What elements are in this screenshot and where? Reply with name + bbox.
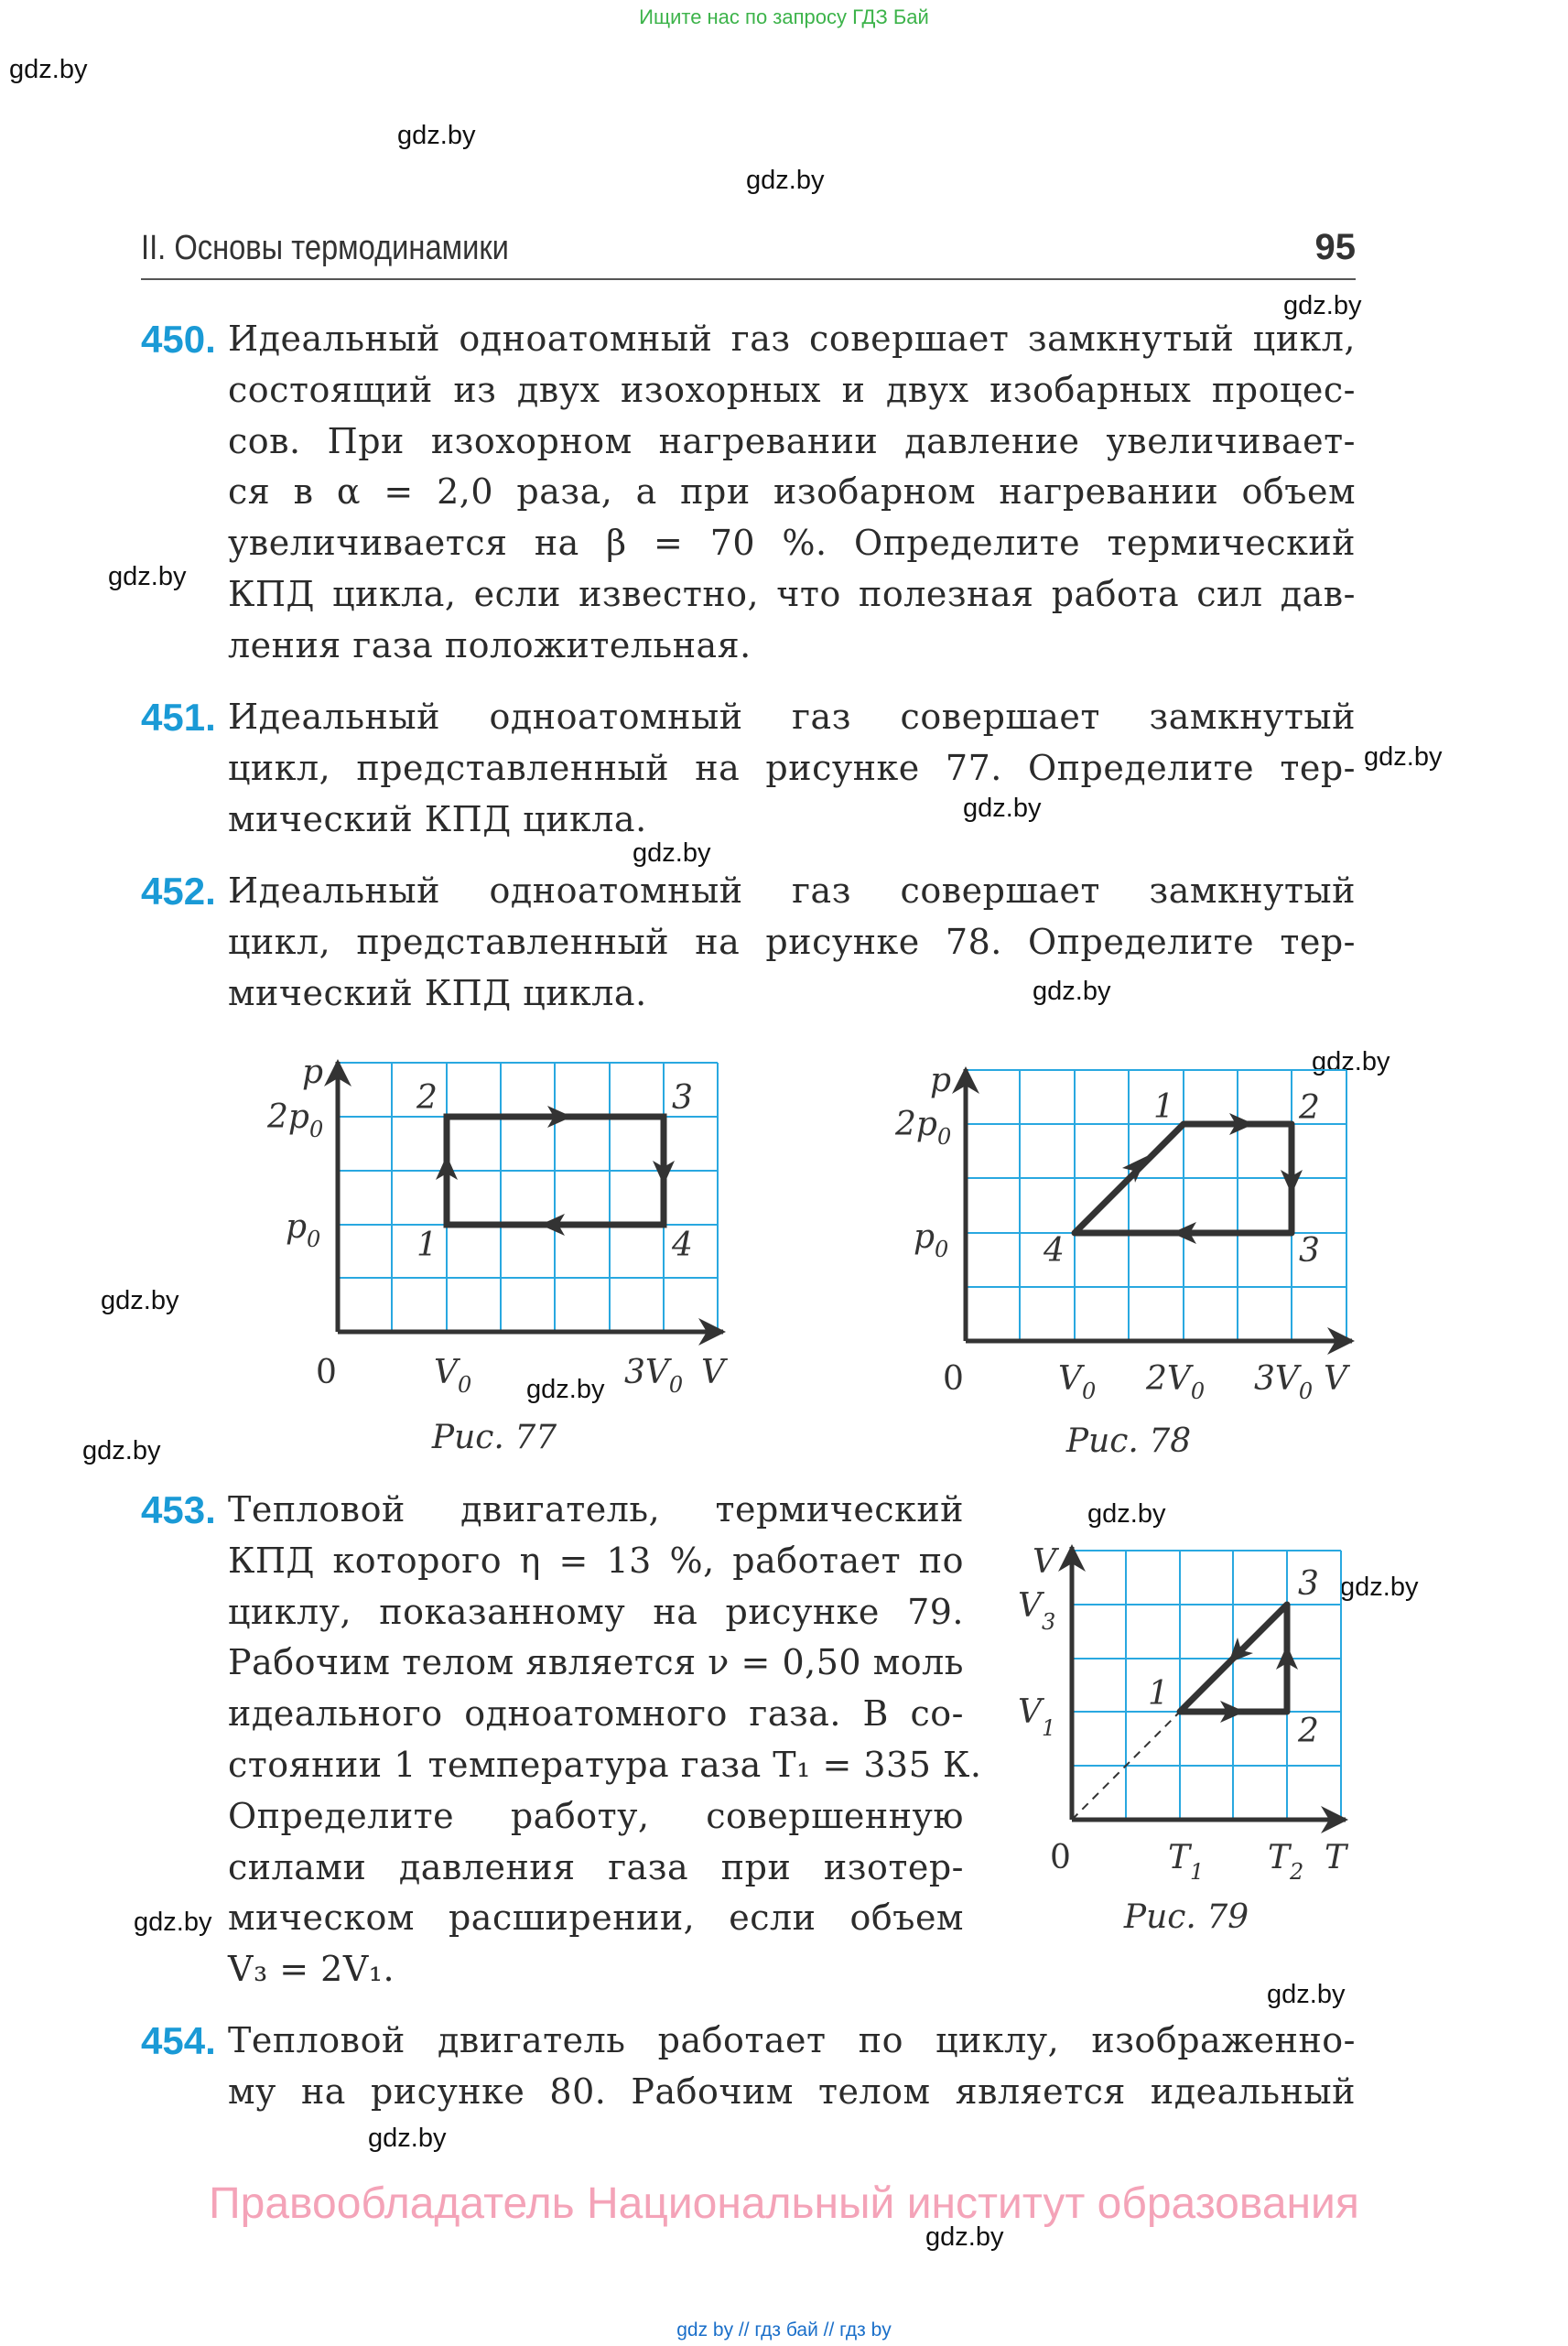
text-line: мический КПД цикла.	[228, 798, 647, 839]
x-tick-label: $3V_0$	[624, 1354, 684, 1398]
point-label: 2	[1298, 1713, 1319, 1750]
x-tick-label: $3V_0$	[1254, 1360, 1314, 1404]
problem-number: 454.	[141, 2019, 216, 2062]
text-line: Определите работу, совершенную	[228, 1795, 964, 1836]
text-line: му на рисунке 80. Рабочим телом является идеальный	[228, 2070, 1356, 2112]
watermark: gdz.by	[368, 2124, 447, 2153]
text-line: КПД цикла, если известно, что полезная работа сил дав-	[228, 573, 1356, 614]
text-line: увеличивается на β = 70 %. Определите термический	[228, 523, 1356, 564]
text-line: сов. При изохорном нагревании давление увеличивает-	[228, 420, 1356, 461]
copyright-notice: Правообладатель Национальный институт образования	[209, 2179, 1359, 2228]
watermark: gdz.by	[1283, 291, 1362, 320]
y-tick-label: $2p_0$	[895, 1106, 952, 1150]
x-tick-label: $2V_0$	[1146, 1360, 1206, 1404]
point-label: 1	[1148, 1675, 1169, 1713]
x-tick-label: $T_2$	[1268, 1839, 1304, 1885]
watermark: gdz.by	[1033, 977, 1111, 1006]
text-line: силами давления газа при изотер-	[228, 1846, 964, 1887]
y-axis-label: p	[302, 1054, 324, 1091]
point-label: 3	[672, 1079, 693, 1117]
watermark: gdz.by	[1087, 1499, 1166, 1529]
watermark: gdz.by	[108, 562, 187, 591]
text-line: Идеальный одноатомный газ совершает замкнутый цикл,	[228, 319, 1356, 359]
watermark: gdz.by	[746, 166, 825, 195]
y-tick-label: $V_3$	[1018, 1587, 1056, 1635]
text-line: стоянии 1 температура газа T₁ = 335 К.	[228, 1744, 982, 1785]
watermark: gdz.by	[1267, 1980, 1346, 2009]
problem-number: 451.	[141, 696, 216, 739]
watermark: gdz.by	[526, 1375, 605, 1404]
point-label: 1	[416, 1227, 438, 1264]
point-label: 1	[1153, 1088, 1174, 1126]
origin-label: 0	[943, 1360, 964, 1398]
x-axis-label: T	[1325, 1839, 1347, 1876]
text-line: ся в α = 2,0 раза, а при изобарном нагревании объем	[228, 471, 1356, 513]
x-tick-label: $V_0$	[1058, 1360, 1097, 1404]
watermark: gdz.by	[633, 838, 711, 868]
x-tick-label: $V_0$	[434, 1354, 472, 1398]
section-title: II. Основы термодинамики	[141, 229, 509, 267]
watermark: gdz.by	[1340, 1573, 1419, 1602]
figure-79	[1018, 1543, 1349, 1936]
text-line: Идеальный одноатомный газ совершает замкнутый	[228, 697, 1356, 737]
y-axis-label: p	[930, 1062, 952, 1099]
point-label: 3	[1299, 1232, 1320, 1270]
watermark: gdz.by	[134, 1908, 212, 1937]
text-line: цикл, представленный на рисунке 78. Определите тер-	[228, 921, 1356, 962]
watermark: gdz.by	[1312, 1047, 1390, 1076]
watermark: gdz.by	[925, 2222, 1004, 2252]
footer-links[interactable]: gdz by // гдз бай // гдз by	[676, 2319, 892, 2341]
watermark: gdz.by	[9, 55, 88, 84]
x-axis-label: V	[701, 1354, 725, 1391]
text-line: Идеальный одноатомный газ совершает замкнутый	[228, 870, 1356, 911]
y-tick-label: $p_0$	[914, 1218, 949, 1262]
y-tick-label: $p_0$	[286, 1208, 321, 1252]
text-line: ления газа положительная.	[228, 624, 752, 665]
figure-78	[894, 1062, 1352, 1460]
watermark: gdz.by	[963, 794, 1042, 823]
y-axis-label: V	[1033, 1543, 1056, 1581]
watermark: gdz.by	[82, 1436, 161, 1465]
problem-number: 452.	[141, 870, 216, 913]
point-label: 4	[1044, 1232, 1065, 1270]
search-banner: Ищите нас по запросу ГДЗ Бай	[639, 5, 929, 28]
text-line: Рабочим телом является ν = 0,50 моль	[228, 1642, 964, 1683]
figure-caption: Рис. 79	[1123, 1898, 1249, 1936]
page-number: 95	[1314, 227, 1356, 267]
x-axis-label: V	[1324, 1360, 1347, 1398]
text-line: КПД которого η = 13 %, работает по	[228, 1540, 964, 1581]
origin-label: 0	[316, 1354, 337, 1391]
point-label: 4	[672, 1227, 693, 1264]
problem-number: 450.	[141, 318, 216, 361]
figure-caption: Рис. 78	[1065, 1422, 1192, 1460]
y-tick-label: $V_1$	[1018, 1693, 1056, 1741]
origin-label: 0	[1050, 1839, 1071, 1876]
point-label: 2	[416, 1079, 438, 1117]
x-tick-label: $T_1$	[1168, 1839, 1205, 1885]
figure-77	[266, 1054, 729, 1456]
text-line: цикл, представленный на рисунке 77. Определите тер-	[228, 747, 1356, 788]
text-line: мическом расширении, если объем	[228, 1897, 964, 1939]
watermark: gdz.by	[397, 121, 476, 150]
watermark: gdz.by	[1364, 742, 1443, 772]
text-line: V₃ = 2V₁.	[228, 1949, 395, 1990]
point-label: 3	[1298, 1565, 1319, 1603]
y-tick-label: $2p_0$	[267, 1098, 324, 1142]
text-line: Тепловой двигатель, термический	[228, 1489, 964, 1530]
problem-number: 453.	[141, 1488, 216, 1531]
figure-caption: Рис. 77	[431, 1419, 557, 1456]
text-line: Тепловой двигатель работает по циклу, изображенно-	[228, 2020, 1356, 2060]
point-label: 2	[1299, 1089, 1320, 1127]
text-line: идеального одноатомного газа. В со-	[228, 1693, 964, 1735]
text-line: состоящий из двух изохорных и двух изобарных процес-	[228, 369, 1356, 410]
text-line: циклу, показанному на рисунке 79.	[228, 1591, 964, 1632]
text-line: мический КПД цикла.	[228, 972, 647, 1013]
watermark: gdz.by	[101, 1286, 179, 1315]
